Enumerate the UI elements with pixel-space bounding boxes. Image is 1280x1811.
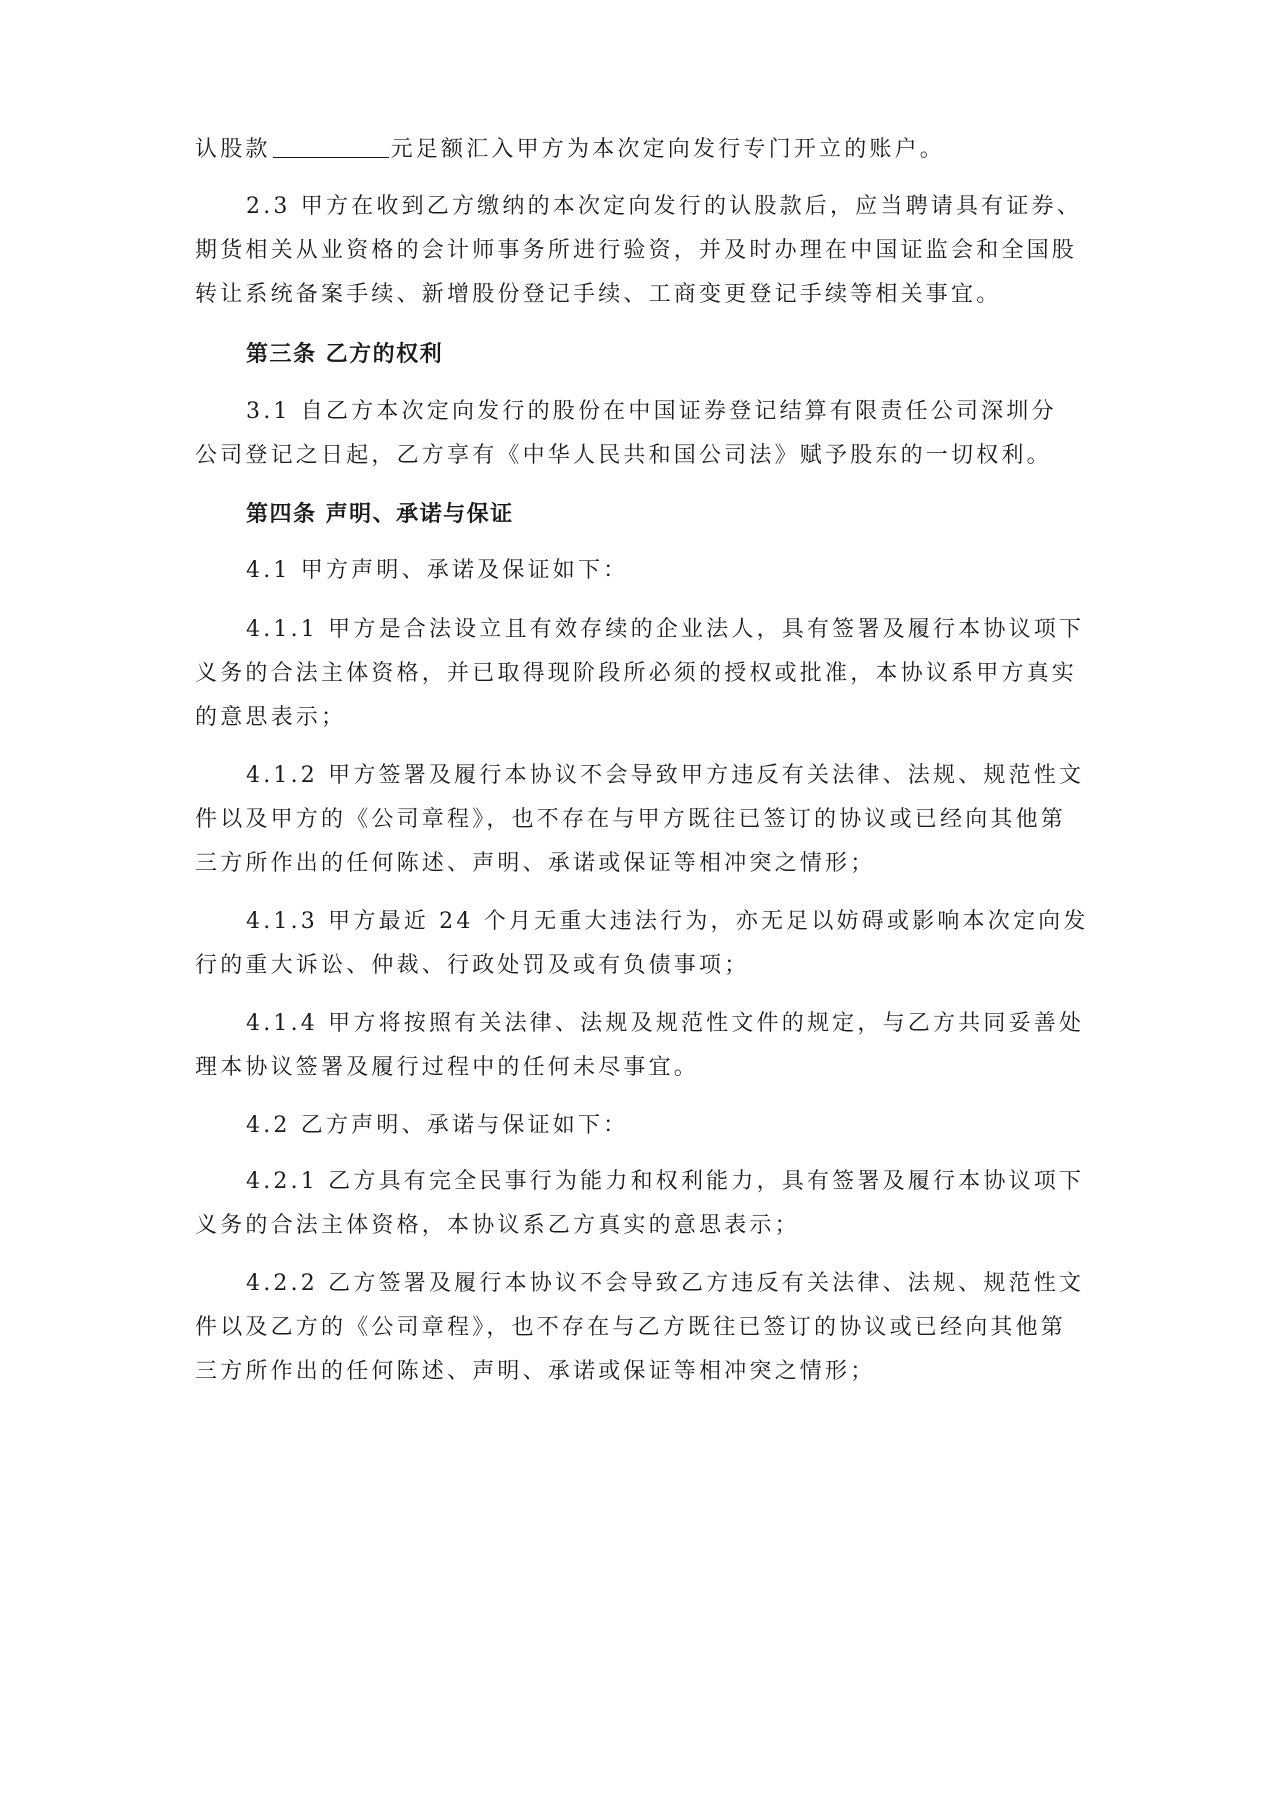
- paragraph-4-2: 4.2 乙方声明、承诺与保证如下：: [246, 1113, 629, 1138]
- paragraph-2-3-line-3: 转让系统备案手续、新增股份登记手续、工商变更登记手续等相关事宜。: [195, 282, 1002, 307]
- paragraph-4-1-2-line-1: 4.1.2 甲方签署及履行本协议不会导致甲方违反有关法律、法规、规范性文: [246, 763, 1085, 788]
- paragraph-2-3-line-1: 2.3 甲方在收到乙方缴纳的本次定向发行的认股款后，应当聘请具有证券、: [246, 194, 1082, 219]
- paragraph-4-1: 4.1 甲方声明、承诺及保证如下：: [246, 558, 629, 583]
- paragraph-4-1-1-line-1: 4.1.1 甲方是合法设立且有效存续的企业法人，具有签署及履行本协议项下: [246, 617, 1085, 642]
- paragraph-4-1-3-line-1: 4.1.3 甲方最近 24 个月无重大违法行为，亦无足以妨碍或影响本次定向发: [246, 909, 1089, 934]
- paragraph-3-1-line-2: 公司登记之日起，乙方享有《中华人民共和国公司法》赋予股东的一切权利。: [195, 443, 1052, 468]
- paragraph-4-2-2-line-2: 件以及乙方的《公司章程》，也不存在与乙方既往已签订的协议或已经向其他第: [195, 1315, 1067, 1340]
- subscription-amount-label: 认股款: [195, 137, 271, 162]
- paragraph-4-2-2-line-3: 三方所作出的任何陈述、声明、承诺或保证等相冲突之情形；: [195, 1359, 876, 1384]
- paragraph-2-3-line-2: 期货相关从业资格的会计师事务所进行验资，并及时办理在中国证监会和全国股: [195, 238, 1078, 263]
- paragraph-4-1-4-line-1: 4.1.4 甲方将按照有关法律、法规及规范性文件的规定，与乙方共同妥善处: [246, 1011, 1085, 1036]
- subscription-amount-text: 元足额汇入甲方为本次定向发行专门开立的账户。: [390, 137, 946, 162]
- paragraph-4-1-1-line-2: 义务的合法主体资格，并已取得现阶段所必须的授权或批准，本协议系甲方真实: [195, 661, 1078, 686]
- article-4-heading: 第四条 声明、承诺与保证: [246, 501, 514, 527]
- subscription-amount-blank: [273, 135, 389, 158]
- paragraph-3-1-line-1: 3.1 自乙方本次定向发行的股份在中国证券登记结算有限责任公司深圳分: [246, 399, 1057, 424]
- paragraph-4-2-1-line-1: 4.2.1 乙方具有完全民事行为能力和权利能力，具有签署及履行本协议项下: [246, 1169, 1085, 1194]
- paragraph-4-1-2-line-3: 三方所作出的任何陈述、声明、承诺或保证等相冲突之情形；: [195, 851, 876, 876]
- paragraph-2-2-tail: [195, 135, 945, 165]
- paragraph-4-1-1-line-3: 的意思表示；: [195, 705, 347, 730]
- paragraph-4-1-4-line-2: 理本协议签署及履行过程中的任何未尽事宜。: [195, 1055, 700, 1080]
- paragraph-4-1-3-line-2: 行的重大诉讼、仲裁、行政处罚及或有负债事项；: [195, 953, 750, 978]
- paragraph-4-2-1-line-2: 义务的合法主体资格，本协议系乙方真实的意思表示；: [195, 1213, 800, 1238]
- paragraph-4-1-2-line-2: 件以及甲方的《公司章程》，也不存在与甲方既往已签订的协议或已经向其他第: [195, 807, 1067, 832]
- article-3-heading: 第三条 乙方的权利: [246, 341, 444, 367]
- paragraph-4-2-2-line-1: 4.2.2 乙方签署及履行本协议不会导致乙方违反有关法律、法规、规范性文: [246, 1271, 1085, 1296]
